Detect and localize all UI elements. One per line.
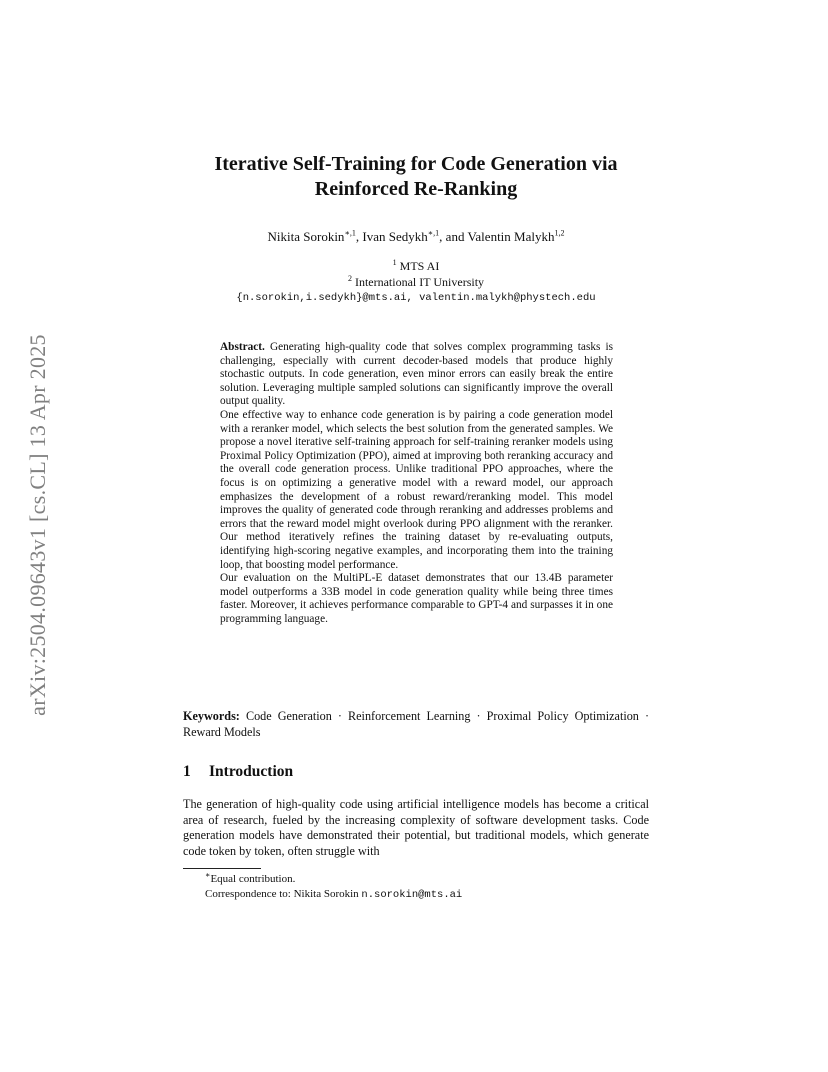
affiliation-name: International IT University	[354, 275, 485, 289]
arxiv-stamp-text: arXiv:2504.09643v1 [cs.CL] 13 Apr 2025	[25, 334, 51, 716]
author-marks: ∗,1	[344, 228, 356, 238]
author-marks: ∗,1	[427, 228, 440, 238]
footnote-correspondence	[205, 887, 462, 903]
keywords-label: Keywords:	[183, 709, 240, 723]
title-line-1: Iterative Self-Training for Code Generation via	[214, 153, 618, 175]
keywords	[183, 709, 649, 740]
author-emails: {n.sorokin,i.sedykh}@mts.ai, valentin.malykh@phystech.edu	[236, 292, 596, 304]
correspondence-email: n.sorokin@mts.ai	[361, 889, 463, 901]
affiliation-number: 2	[347, 274, 352, 283]
section-title: Introduction	[209, 763, 294, 780]
affiliations	[150, 258, 682, 306]
author-name: Valentin Malykh	[467, 229, 555, 244]
section-number: 1	[183, 763, 191, 780]
correspondence-label: Correspondence to: Nikita Sorokin	[205, 888, 359, 900]
affiliation-name: MTS AI	[399, 259, 440, 273]
title-line-2: Reinforced Re-Ranking	[314, 178, 518, 200]
author-separator: , and	[439, 229, 468, 244]
abstract-paragraph: Generating high-quality code that solves complex programming tasks is challenging, especially with current decoder-based models that produce highly stochastic outputs. In code generation, even minor errors can easily break the entire solution. Leveraging multiple sampled solutions can significantly improve the overall output quality.	[220, 341, 613, 408]
abstract-paragraph: One effective way to enhance code generation is by pairing a code generation model with a reranker model, which selects the best solution from the generated samples. We propose a novel iterative self-training approach for self-training reranker models using Proximal Policy Optimization (PPO), aimed at improving both reranking accuracy and the overall code generation process. Unlike traditional PPO approaches, where the focus is on optimizing a generative model with a reward model, our approach emphasizes the development of a robust reward/reranking model. This model improves the quality of generated code through reranking and addresses problems and errors that the reward model might overlook during PPO alignment with the reranker. Our method iteratively refines the training dataset by re-evaluating outputs, identifying high-scoring negative examples, and incorporating them into the training loop, that boosting model performance.	[220, 408, 613, 571]
abstract-paragraph: Our evaluation on the MultiPL-E dataset demonstrates that our 13.4B parameter model outperforms a 33B model in code generation quality while being three times faster. Moreover, it achieves performance comparable to GPT-4 and surpasses it in one programming language.	[220, 572, 613, 625]
footnote-mark: ∗	[205, 870, 211, 880]
footnote-equal	[205, 872, 462, 887]
abstract	[220, 341, 613, 626]
footnote-rule	[183, 868, 261, 869]
paper-title	[150, 152, 682, 202]
author-separator: ,	[355, 229, 363, 244]
affiliation-number: 1	[392, 258, 397, 267]
author-marks: 1,2	[554, 228, 565, 238]
abstract-label: Abstract.	[220, 341, 265, 353]
section-heading	[183, 763, 293, 781]
affiliation-line	[150, 274, 682, 290]
intro-paragraph: The generation of high-quality code using artificial intelligence models has become a critical area of research, fueled by the increasing complexity of software development tasks. Code generation models have demonstrated their potential, but traditional models, which generate code token by token, often struggle with	[183, 797, 649, 859]
arxiv-stamp	[18, 290, 58, 760]
affiliation-line	[150, 258, 682, 274]
author-list	[150, 229, 682, 245]
footnotes	[205, 872, 462, 903]
footnote-equal-text: Equal contribution.	[210, 873, 296, 885]
author-name: Nikita Sorokin	[267, 229, 345, 244]
author-name: Ivan Sedykh	[362, 229, 428, 244]
keywords-text: Code Generation · Reinforcement Learning · Proximal Policy Optimization · Reward Models	[183, 709, 650, 739]
